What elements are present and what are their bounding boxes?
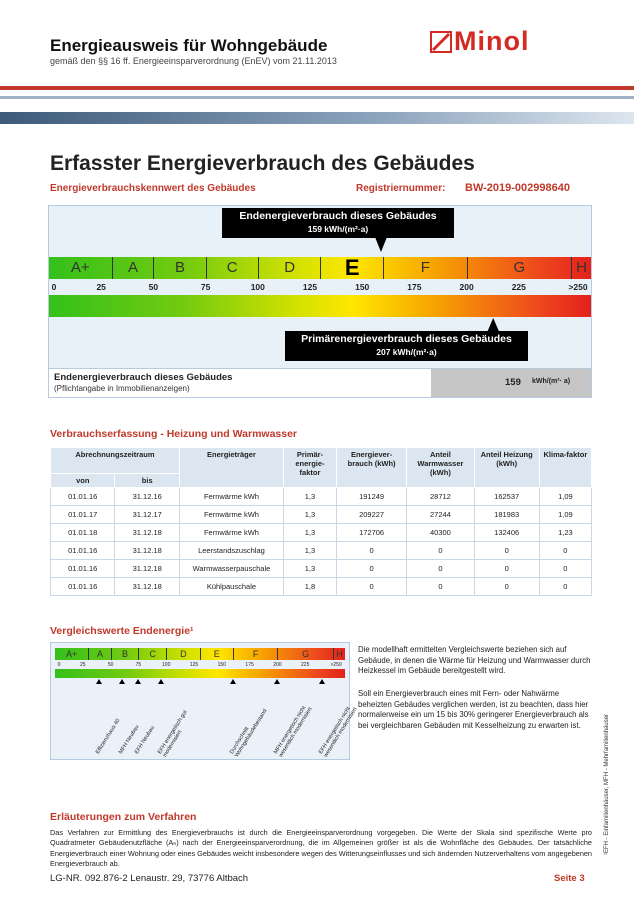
table-cell: 1,3 [283,542,336,560]
table-cell: 31.12.17 [115,506,179,524]
scale-tick: 0 [51,282,57,292]
primary-energy-pointer [0,0,634,340]
energy-class-b: B [153,257,205,279]
table-row [51,542,592,560]
table-cell: Kühlpauschale [179,578,283,596]
table-cell: Fernwärme kWh [179,488,283,506]
energy-class-a: A [112,257,154,279]
comparison-marker [230,679,236,684]
primary-callout-value: 207 kWh/(m²·a) [376,347,437,357]
table-cell: 1,3 [283,506,336,524]
comparison-tick: 150 [217,662,226,668]
comparison-marker [274,679,280,684]
table-cell: 1,23 [539,524,591,542]
table-cell: 162537 [474,488,539,506]
table-cell: 40300 [407,524,474,542]
comparison-class: C [138,648,166,660]
table-cell: 1,3 [283,524,336,542]
comparison-tick: 225 [301,662,310,668]
comparison-tick: 100 [162,662,171,668]
table-cell: 181983 [474,506,539,524]
table-cell: 0 [336,560,406,578]
scale-tick: 100 [250,282,265,292]
table-cell: 0 [539,542,591,560]
table-cell: 0 [336,542,406,560]
table-cell: 172706 [336,524,406,542]
end-callout-title: Endenergieverbrauch dieses Gebäudes [239,210,437,222]
table-cell: 01.01.16 [51,560,115,578]
footnote-side: ¹EFH - Einfamilienhäuser, MFH - Mehrfamilienhäuser [604,713,610,855]
end-callout-value: 159 kWh/(m²·a) [307,224,369,234]
comparison-label: MFH Neubau [117,724,141,756]
comparison-tick: >250 [330,662,342,668]
comparison-tick: 175 [245,662,254,668]
scale-tick: 200 [459,282,474,292]
table-cell: 0 [539,578,591,596]
table-cell: 1,09 [539,506,591,524]
document-subtitle: gemäß den §§ 16 ff. Energieeinsparverordnung (EnEV) vom 21.11.2013 [50,56,337,66]
table-cell: 27244 [407,506,474,524]
document-title: Energieausweis für Wohngebäude [50,36,328,55]
header-klima: Klima-faktor [539,448,591,488]
table-cell: 01.01.18 [51,524,115,542]
header-zeitraum: Abrechnungszeitraum [51,448,180,474]
energy-class-e: E [320,257,383,279]
comparison-text-2: Soll ein Energieverbrauch eines mit Fern- oder Nahwärme beheizten Gebäudes verglichen werden, ist zu beachten, dass hier normalerweise ein um 15 bis 30% geringerer Energieverbrauch als bei vergleichbaren Gebäuden mit Kesselheizung zu erwarten ist. [358,689,589,730]
registry-label: Registriernummer: [356,183,446,194]
energy-class-c: C [206,257,258,279]
scale-tick: >250 [568,282,588,292]
end-energy-value: 159 [505,377,521,388]
table-cell: 01.01.16 [51,542,115,560]
header-warmwasser: Anteil Warmwasser (kWh) [407,448,474,488]
table-cell: 209227 [336,506,406,524]
comparison-class: F [233,648,277,660]
table-cell: 0 [407,542,474,560]
table-cell: Fernwärme kWh [179,506,283,524]
scale-tick: 50 [148,282,159,292]
scale-tick: 25 [96,282,106,292]
comparison-gradient-bar [55,669,345,678]
table-cell: 01.01.16 [51,578,115,596]
energy-class-aplus: A+ [70,259,90,276]
comparison-class: D [166,648,199,660]
end-energy-unit: kWh/(m²· a) [532,378,571,385]
registry-number: BW-2019-002998640 [465,182,570,194]
table-cell: Warmwasserpauschale [179,560,283,578]
scale-tick: 125 [302,282,318,292]
scale-tick: 225 [511,282,526,292]
consumption-title: Verbrauchserfassung - Heizung und Warmwasser [50,428,298,440]
primary-arrow-shape [487,318,499,332]
comparison-marker [119,679,125,684]
table-cell: 01.01.17 [51,506,115,524]
comparison-marker [319,679,325,684]
energy-class-g: G [467,257,571,279]
header-faktor: Primär-energie-faktor [283,448,336,488]
header-heizung: Anteil Heizung (kWh) [474,448,539,488]
table-cell: 1,3 [283,560,336,578]
energy-class-h: H [571,257,591,279]
header-verbrauch: Energiever-brauch (kWh) [336,448,406,488]
table-cell: 0 [407,560,474,578]
table-cell: 0 [474,542,539,560]
header-von: von [51,474,115,488]
table-cell: 01.01.16 [51,488,115,506]
table-cell: 1,8 [283,578,336,596]
table-cell: 0 [474,578,539,596]
energy-class-d: D [258,257,321,279]
table-cell: 132406 [474,524,539,542]
scale-tick: 175 [407,282,422,292]
table-cell: 31.12.16 [115,488,179,506]
table-cell: Leerstandszuschlag [179,542,283,560]
comparison-label: EFH Neubau [134,725,157,756]
page-number: Seite 3 [554,873,585,884]
kennwert-label: Energieverbrauchskennwert des Gebäudes [50,183,256,194]
comparison-text-1: Die modellhaft ermittelten Vergleichswerte beziehen sich auf Gebäude, in denen die Wärme für Heizung und Warmwasser durch Heizkessel im Gebäude bereitgestellt wird. [358,645,591,675]
scale-tick: 75 [200,282,211,292]
table-cell: 28712 [407,488,474,506]
logo-text: Minol [454,26,530,56]
table-row [51,560,592,578]
section-title: Erfasster Energieverbrauch des Gebäudes [50,152,475,175]
table-cell: 31.12.18 [115,542,179,560]
table-cell: 0 [539,560,591,578]
comparison-marker [158,679,164,684]
table-cell: 1,09 [539,488,591,506]
comparison-tick: 200 [273,662,282,668]
table-cell: 0 [336,578,406,596]
comparison-tick: 125 [189,662,199,668]
explanation-title: Erläuterungen zum Verfahren [50,811,197,823]
table-cell: 0 [474,560,539,578]
table-cell: Fernwärme kWh [179,524,283,542]
table-row [51,578,592,596]
comparison-class: B [111,648,139,660]
table-row [51,506,592,524]
footer-address: LG-NR. 092.876-2 Lenaustr. 29, 73776 Altbach [50,873,249,884]
comparison-marker [135,679,141,684]
table-cell: 31.12.18 [115,560,179,578]
comparison-tick: 25 [80,662,86,668]
comparison-class: A+ [66,649,78,659]
scale-tick: 150 [355,282,370,292]
comparison-class: E [200,648,233,660]
comparison-label: EFH energetisch nicht wesentlich modernisiert [317,706,359,759]
comparison-class: G [277,648,333,660]
table-row [51,488,592,506]
consumption-table [50,447,592,596]
comparison-label: Durchschnitt Wohngebäudebestand [228,708,269,759]
end-energy-sublabel: (Pflichtangabe in Immobilienanzeigen) [54,384,190,393]
energy-class-f: F [383,257,467,279]
comparison-tick: 0 [57,662,61,668]
table-cell: 31.12.18 [115,524,179,542]
table-cell: 0 [407,578,474,596]
table-row [51,524,592,542]
comparison-label: MFH energetisch nicht wesentlich modernisiert [273,705,315,759]
table-cell: 31.12.18 [115,578,179,596]
table-cell: 191249 [336,488,406,506]
comparison-class: A [88,648,110,660]
primary-energy-callout [285,331,528,361]
end-energy-label: Endenergieverbrauch dieses Gebäudes [54,372,233,383]
comparison-title: Vergleichswerte Endenergie¹ [50,625,194,637]
primary-callout-title: Primärenergieverbrauch dieses Gebäudes [301,333,512,345]
header-bis: bis [115,474,179,488]
explanation-text: Das Verfahren zur Ermittlung des Energieverbrauchs ist durch die Energieeinsparverordnung vorgegeben. Die Werte der Skala sind spezifische Werte pro Quadratmeter Gebäudenutzfläche (Aₙ) nach der Energieeinsparverordnung, die im Allgemeinen größer ist als die Wohnfläche des Gebäudes. Der tatsächliche Energieverbrauch einer Wohnung oder eines Gebäudes weicht insbesondere wegen des Witterungseinflusses und sich ändernden Nutzerverhaltens vom angegebenen Energieverbrauch ab. [50,828,592,869]
comparison-marker [96,679,102,684]
comparison-tick: 50 [107,662,114,668]
comparison-label: Effizienzhaus 40 [95,717,122,756]
comparison-class: H [333,648,345,660]
table-cell: 1,3 [283,488,336,506]
header-traeger: Energieträger [179,448,283,488]
comparison-label: EFH energetisch gut modernisiert [156,709,189,759]
comparison-tick: 75 [135,662,142,668]
